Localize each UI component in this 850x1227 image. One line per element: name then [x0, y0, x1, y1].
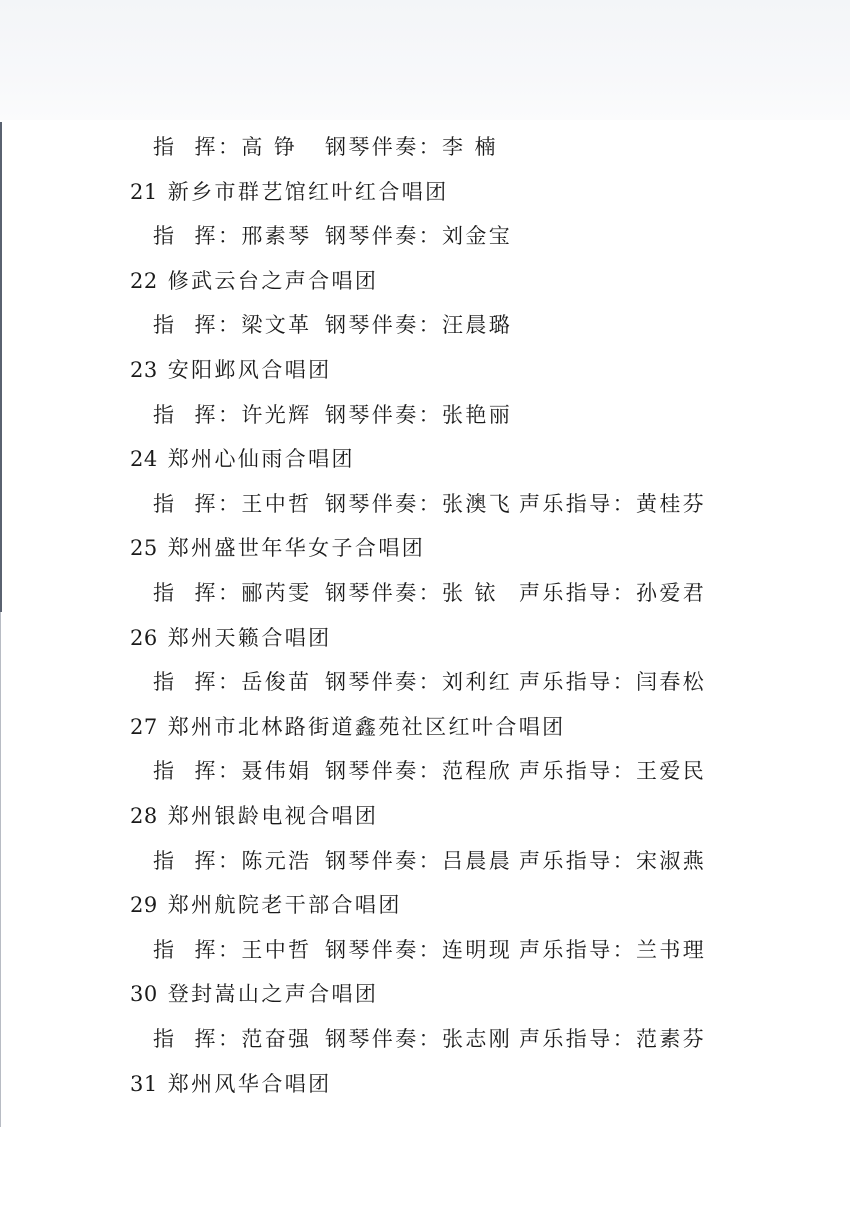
staff-line [153, 937, 707, 963]
pianist-text: 钢琴伴奏：刘利红 [325, 670, 513, 694]
vocal-coach-text: 声乐指导：闫春松 [519, 670, 707, 694]
choir-name: 郑州市北林路街道鑫苑社区红叶合唱团 [167, 715, 566, 739]
conductor-text: 指 挥：范奋强 [153, 1027, 312, 1051]
choir-name: 郑州风华合唱团 [167, 1072, 332, 1096]
conductor-text: 指 挥：梁文革 [153, 313, 312, 337]
choir-name: 郑州航院老干部合唱团 [167, 893, 402, 917]
entry-number: 28 [130, 804, 158, 828]
conductor-text: 指 挥：王中哲 [153, 492, 312, 516]
vocal-coach-text: 声乐指导：范素芬 [519, 1027, 707, 1051]
conductor-text: 指 挥：陈元浩 [153, 849, 312, 873]
choir-entry [130, 357, 332, 383]
vocal-coach-text: 声乐指导：王爱民 [519, 759, 707, 783]
pianist-text: 钢琴伴奏：张艳丽 [325, 403, 513, 427]
entry-number: 26 [130, 626, 158, 650]
choir-name: 安阳邺风合唱团 [167, 358, 332, 382]
entry-number: 30 [130, 982, 158, 1006]
entry-number: 23 [130, 358, 158, 382]
entry-number: 21 [130, 180, 158, 204]
pianist-text: 钢琴伴奏：张澳飞 [325, 492, 513, 516]
staff-line [153, 669, 707, 695]
choir-name: 郑州盛世年华女子合唱团 [167, 536, 426, 560]
staff-line [153, 580, 707, 606]
pianist-text: 钢琴伴奏：范程欣 [325, 759, 513, 783]
staff-line [153, 1026, 707, 1052]
choir-name: 登封嵩山之声合唱团 [167, 982, 379, 1006]
conductor-text: 指 挥：许光辉 [153, 403, 312, 427]
staff-line [153, 134, 498, 160]
choir-entry [130, 535, 425, 561]
staff-line [153, 491, 707, 517]
pianist-text: 钢琴伴奏：吕晨晨 [325, 849, 513, 873]
conductor-text: 指 挥：岳俊苗 [153, 670, 312, 694]
choir-entry [130, 446, 355, 472]
choir-name: 新乡市群艺馆红叶红合唱团 [167, 180, 449, 204]
vocal-coach-text: 声乐指导：宋淑燕 [519, 849, 707, 873]
scan-header-band [0, 0, 850, 120]
conductor-text: 指 挥：王中哲 [153, 938, 312, 962]
conductor-text: 指 挥：高 铮 [153, 135, 298, 159]
choir-name: 郑州天籁合唱团 [167, 626, 332, 650]
choir-entry [130, 268, 378, 294]
vocal-coach-text: 声乐指导：黄桂芬 [519, 492, 707, 516]
scan-left-edge [0, 122, 2, 612]
vocal-coach-text: 声乐指导：孙爱君 [519, 581, 707, 605]
entry-number: 25 [130, 536, 158, 560]
staff-line [153, 312, 513, 338]
choir-entry [130, 803, 378, 829]
choir-name: 郑州银龄电视合唱团 [167, 804, 379, 828]
pianist-text: 钢琴伴奏：张志刚 [325, 1027, 513, 1051]
conductor-text: 指 挥：郦芮雯 [153, 581, 312, 605]
entry-number: 31 [130, 1072, 158, 1096]
staff-line [153, 848, 707, 874]
choir-entry [130, 714, 566, 740]
staff-line [153, 758, 707, 784]
entry-number: 24 [130, 447, 158, 471]
choir-entry [130, 1071, 332, 1097]
staff-line [153, 402, 513, 428]
pianist-text: 钢琴伴奏：连明现 [325, 938, 513, 962]
vocal-coach-text: 声乐指导：兰书理 [519, 938, 707, 962]
conductor-text: 指 挥：聂伟娟 [153, 759, 312, 783]
choir-entry [130, 625, 332, 651]
pianist-text: 钢琴伴奏：刘金宝 [325, 224, 513, 248]
entry-number: 29 [130, 893, 158, 917]
staff-line [153, 223, 513, 249]
choir-entry [130, 892, 402, 918]
conductor-text: 指 挥：邢素琴 [153, 224, 312, 248]
pianist-text: 钢琴伴奏：张 铱 [325, 581, 498, 605]
scan-left-edge-lower [0, 612, 1, 1127]
choir-name: 修武云台之声合唱团 [167, 269, 379, 293]
pianist-text: 钢琴伴奏：李 楠 [325, 135, 498, 159]
choir-entry [130, 981, 378, 1007]
entry-number: 22 [130, 269, 158, 293]
entry-number: 27 [130, 715, 158, 739]
choir-entry [130, 179, 449, 205]
choir-name: 郑州心仙雨合唱团 [167, 447, 355, 471]
pianist-text: 钢琴伴奏：汪晨璐 [325, 313, 513, 337]
